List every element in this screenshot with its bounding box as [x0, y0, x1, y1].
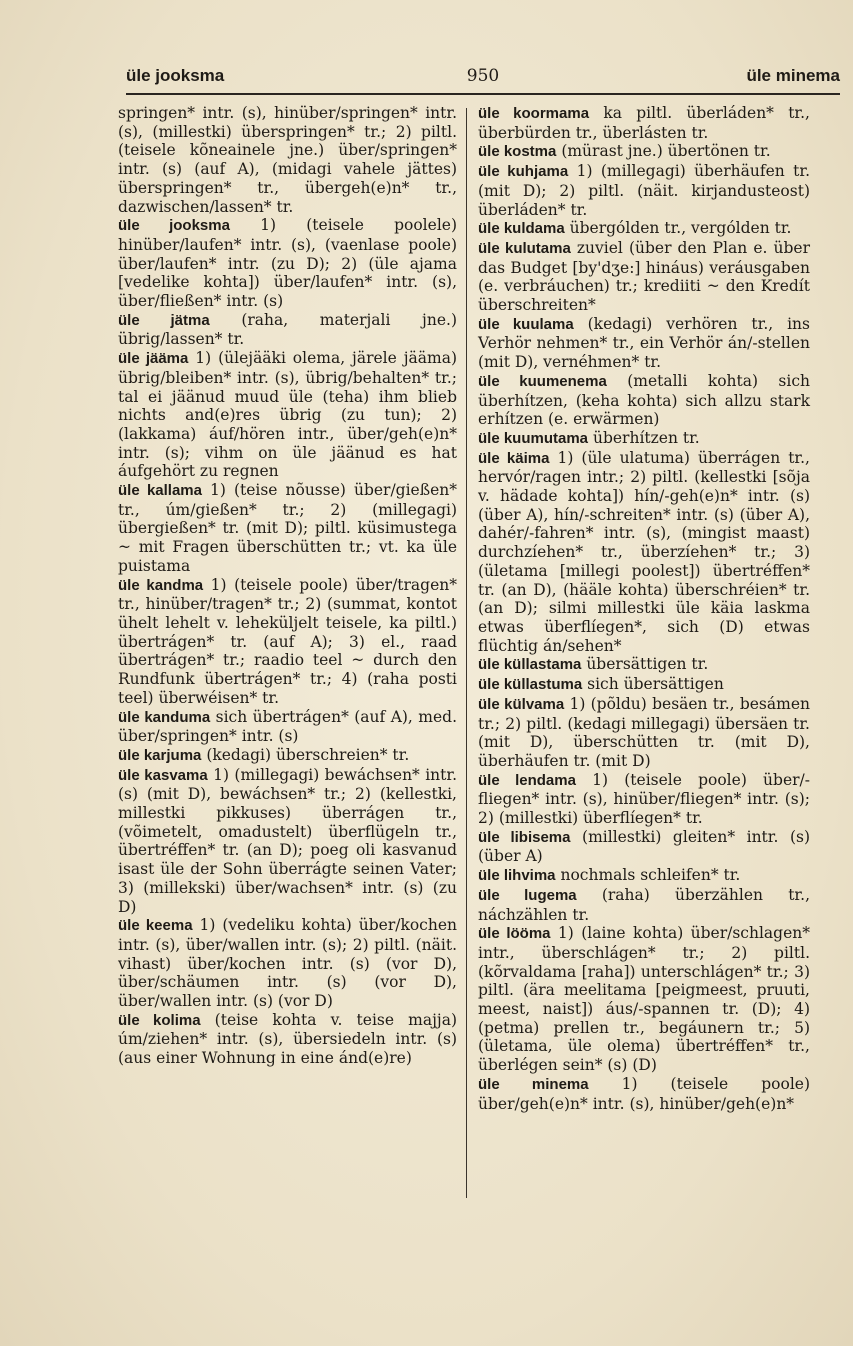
entry-definition: 1) (laine kohta) über/schlagen* intr., überschlágen* tr.; 2) piltl. (kõrvaldama [raha]) unterschlágen* tr.; 3) piltl. (ära meelitama [peigmeest, pruuti, meest, naist]) áus/-spannen tr. (D); 4) (petma) prellen tr., begáunern tr.; 5) (ületama, üle olema) übertréffen* tr., überlégen sein* (s) (D) [478, 924, 810, 1075]
entry-headword: üle karjuma [118, 746, 202, 764]
dictionary-entry [478, 429, 810, 449]
entry-definition: (teise kohta v. teise majja) úm/ziehen* intr. (s), übersiedeln intr. (s) (aus einer Wohnung in eine ánd(e)re) [118, 1010, 457, 1068]
entry-headword: üle küllastama [478, 656, 582, 674]
dictionary-entry [118, 916, 457, 1011]
dictionary-entry [478, 104, 810, 142]
entry-headword: üle kallama [118, 482, 202, 500]
entry-definition: zuviel (über den Plan e. über das Budget [by'dʒe:] hináus) veráusgaben (e. verbráuchen) tr.; krediiti ~ den Kredít überschreiten* [478, 238, 810, 315]
dictionary-entry [118, 216, 457, 311]
entry-headword: üle jätma [118, 311, 210, 329]
entry-headword: üle külvama [478, 695, 565, 713]
entry-definition: 1) (teisele poole) über/-fliegen* intr. (s), hinüber/fliegen* intr. (s); 2) (millestki) überflíegen* tr. [478, 770, 810, 828]
dictionary-entry [478, 142, 810, 162]
entry-definition: überhítzen tr. [592, 428, 700, 447]
dictionary-entry [118, 746, 457, 766]
dictionary-entry [478, 1075, 810, 1113]
dictionary-entry [118, 708, 457, 746]
entry-headword: üle jääma [118, 350, 189, 368]
entry-headword: üle kuldama [478, 220, 565, 238]
dictionary-entry [478, 655, 810, 675]
entry-headword: üle küllastuma [478, 676, 583, 694]
entry-headword: üle libisema [478, 828, 571, 846]
header-right-guideword: üle minema [746, 66, 840, 85]
entry-headword: üle kandma [118, 576, 204, 594]
entry-definition: nochmals schleifen* tr. [560, 866, 741, 885]
entry-headword: üle keema [118, 917, 193, 935]
page-number: 950 [466, 66, 500, 86]
entry-headword: üle lendama [478, 771, 576, 789]
entry-definition: 1) (üle ulatuma) überrágen tr., hervór/ragen intr.; 2) piltl. (kellestki [sõja v. hädade kohta]) hín/-geh(e)n* intr. (s) (über A), hín/-schreiten* intr. (s) (über A), dahér/-fahren* intr. (s), (mingist maast) durchzíehen* tr., überzíehen* tr.; 3) (ületama [millegi poolest]) übertréffen* tr. (an D), (hääle kohta) überschréien* tr. (an D); silmi millestki üle käia laskma etwas überflíegen*, sich (D) etwas flüchtig án/sehen* [478, 448, 810, 655]
left-column [118, 104, 457, 1068]
entry-definition: (millestki) gleiten* intr. (s) (über A) [478, 827, 810, 866]
entry-headword: üle minema [478, 1075, 589, 1093]
entry-headword: üle koormama [478, 105, 590, 122]
entry-definition: (raha, materjali jne.) übrig/lassen* tr. [118, 310, 457, 349]
dictionary-entry [118, 349, 457, 481]
column-divider [466, 108, 467, 1198]
dictionary-entry [118, 104, 457, 216]
right-column [478, 104, 810, 1113]
entry-definition: (mürast jne.) übertönen tr. [561, 142, 771, 161]
entry-definition: 1) (põldu) besäen tr., besámen tr.; 2) piltl. (kedagi millegagi) übersäen tr. (mit D), überschütten tr. (mit D), überhäufen tr. (mit D) [478, 694, 810, 770]
entry-headword: üle kolima [118, 1011, 201, 1029]
dictionary-entry [118, 311, 457, 349]
entry-definition: übersättigen tr. [586, 655, 709, 674]
dictionary-entry [478, 239, 810, 315]
entry-headword: üle kuumutama [478, 429, 589, 447]
entry-headword: üle kuhjama [478, 163, 569, 181]
entry-definition: 1) (millegagi) überhäufen tr. (mit D); 2) piltl. (näit. kirjandusteost) überláden* tr. [478, 162, 810, 219]
entry-headword: üle kuulama [478, 315, 574, 333]
entry-definition: übergólden tr., vergólden tr. [569, 219, 792, 238]
dictionary-entry [478, 771, 810, 828]
entry-headword: üle lihvima [478, 867, 556, 885]
entry-definition: springen* intr. (s), hinüber/springen* intr. (s), (millestki) überspringen* tr.; 2) piltl. (teisele kõneainele jne.) über/springen* intr. (s) (auf A), (midagi vahele jättes) überspringen* tr., übergeh(e)n* tr., dazwischen/lassen* tr. [118, 104, 457, 216]
dictionary-entry [478, 449, 810, 656]
dictionary-entry [478, 162, 810, 219]
dictionary-entry [478, 828, 810, 866]
entry-definition: (kedagi) überschreien* tr. [206, 745, 410, 764]
header-rule [126, 93, 840, 95]
dictionary-entry [478, 695, 810, 771]
dictionary-entry [478, 372, 810, 429]
dictionary-entry [478, 866, 810, 886]
dictionary-entry [118, 766, 457, 917]
dictionary-entry [478, 219, 810, 239]
entry-definition: (metalli kohta) sich überhítzen, (keha kohta) sich allzu stark erhítzen (e. erwärmen) [478, 371, 810, 429]
entry-headword: üle lööma [478, 925, 551, 943]
entry-definition: ka piltl. überláden* tr., überbürden tr., überlásten tr. [478, 104, 810, 142]
entry-headword: üle käima [478, 449, 550, 467]
entry-headword: üle lugema [478, 886, 577, 904]
entry-headword: üle kuumenema [478, 372, 607, 390]
header-left-guideword: üle jooksma [126, 66, 225, 85]
entry-definition: 1) (teisele poole) über/geh(e)n* intr. (s), hinüber/geh(e)n* [478, 1074, 810, 1113]
dictionary-entry [118, 1011, 457, 1068]
entry-definition: sich übertrágen* (auf A), med. über/springen* intr. (s) [118, 707, 458, 746]
entry-headword: üle kanduma [118, 708, 211, 726]
entry-headword: üle jooksma [118, 217, 230, 235]
entry-headword: üle kulutama [478, 239, 571, 257]
entry-headword: üle kostma [478, 143, 557, 161]
dictionary-entry [478, 886, 810, 924]
entry-definition: sich übersättigen [587, 675, 724, 694]
entry-definition: 1) (millegagi) bewáchsen* intr. (s) (mit D), bewáchsen* tr.; 2) (kellestki, millestki pikkuses) überrágen tr., (võimetelt, omadustelt) überflügeln tr., übertréffen* tr. (an D); poeg oli kasvanud isast üle der Sohn überrágte seinen Vater; 3) (millekski) über/wachsen* intr. (s) (zu D) [118, 765, 458, 916]
entry-headword: üle kasvama [118, 766, 208, 784]
dictionary-entry [118, 576, 457, 708]
entry-definition: (raha) überzählen tr., náchzählen tr. [478, 885, 810, 924]
dictionary-entry [118, 481, 457, 576]
entry-definition: 1) (ülejääki olema, järele jääma) übrig/bleiben* intr. (s), übrig/behalten* tr.; tal ei jäänud muud üle (teha) ihm blieb nichts and(e)res übrig (zu tun); 2) (lakkama) áuf/hören intr., über/geh(e)n* intr. (s); vihm on üle jäänud es hat áufgehört zu regnen [118, 349, 457, 481]
entry-definition: 1) (vedeliku kohta) über/kochen intr. (s), über/wallen intr. (s); 2) piltl. (näit. vihast) über/kochen intr. (s) (vor D), über/schäumen intr. (s) (vor D), über/wallen intr. (s) (vor D) [118, 916, 458, 1011]
entry-definition: 1) (teise nõusse) über/gießen* tr., úm/gießen* tr.; 2) (millegagi) übergießen* tr. (mit D); piltl. küsimustega ~ mit Fragen überschütten tr.; vt. ka üle puistama [118, 481, 457, 575]
dictionary-entry [478, 315, 810, 372]
entry-definition: (kedagi) verhören tr., ins Verhör nehmen* tr., ein Verhör án/-stellen (mit D), vernéhmen* tr. [478, 314, 810, 372]
dictionary-entry [478, 924, 810, 1075]
page-header [126, 66, 840, 90]
dictionary-entry [478, 675, 810, 695]
entry-definition: 1) (teisele poole) über/tragen* tr., hinüber/tragen* tr.; 2) (summat, kontot ühelt lehelt v. leheküljelt teisele, ka piltl.) übertrágen* tr. (auf A); 3) el., raad übertrágen* tr.; raadio teel ~ durch den Rundfunk übertrágen* tr.; 4) (raha posti teel) überwéisen* tr. [118, 575, 457, 707]
entry-definition: 1) (teisele poolele) hinüber/laufen* intr. (s), (vaenlase poole) über/laufen* intr. (zu D); 2) (üle ajama [vedelike kohta]) über/laufen* intr. (s), über/fließen* intr. (s) [118, 216, 457, 311]
